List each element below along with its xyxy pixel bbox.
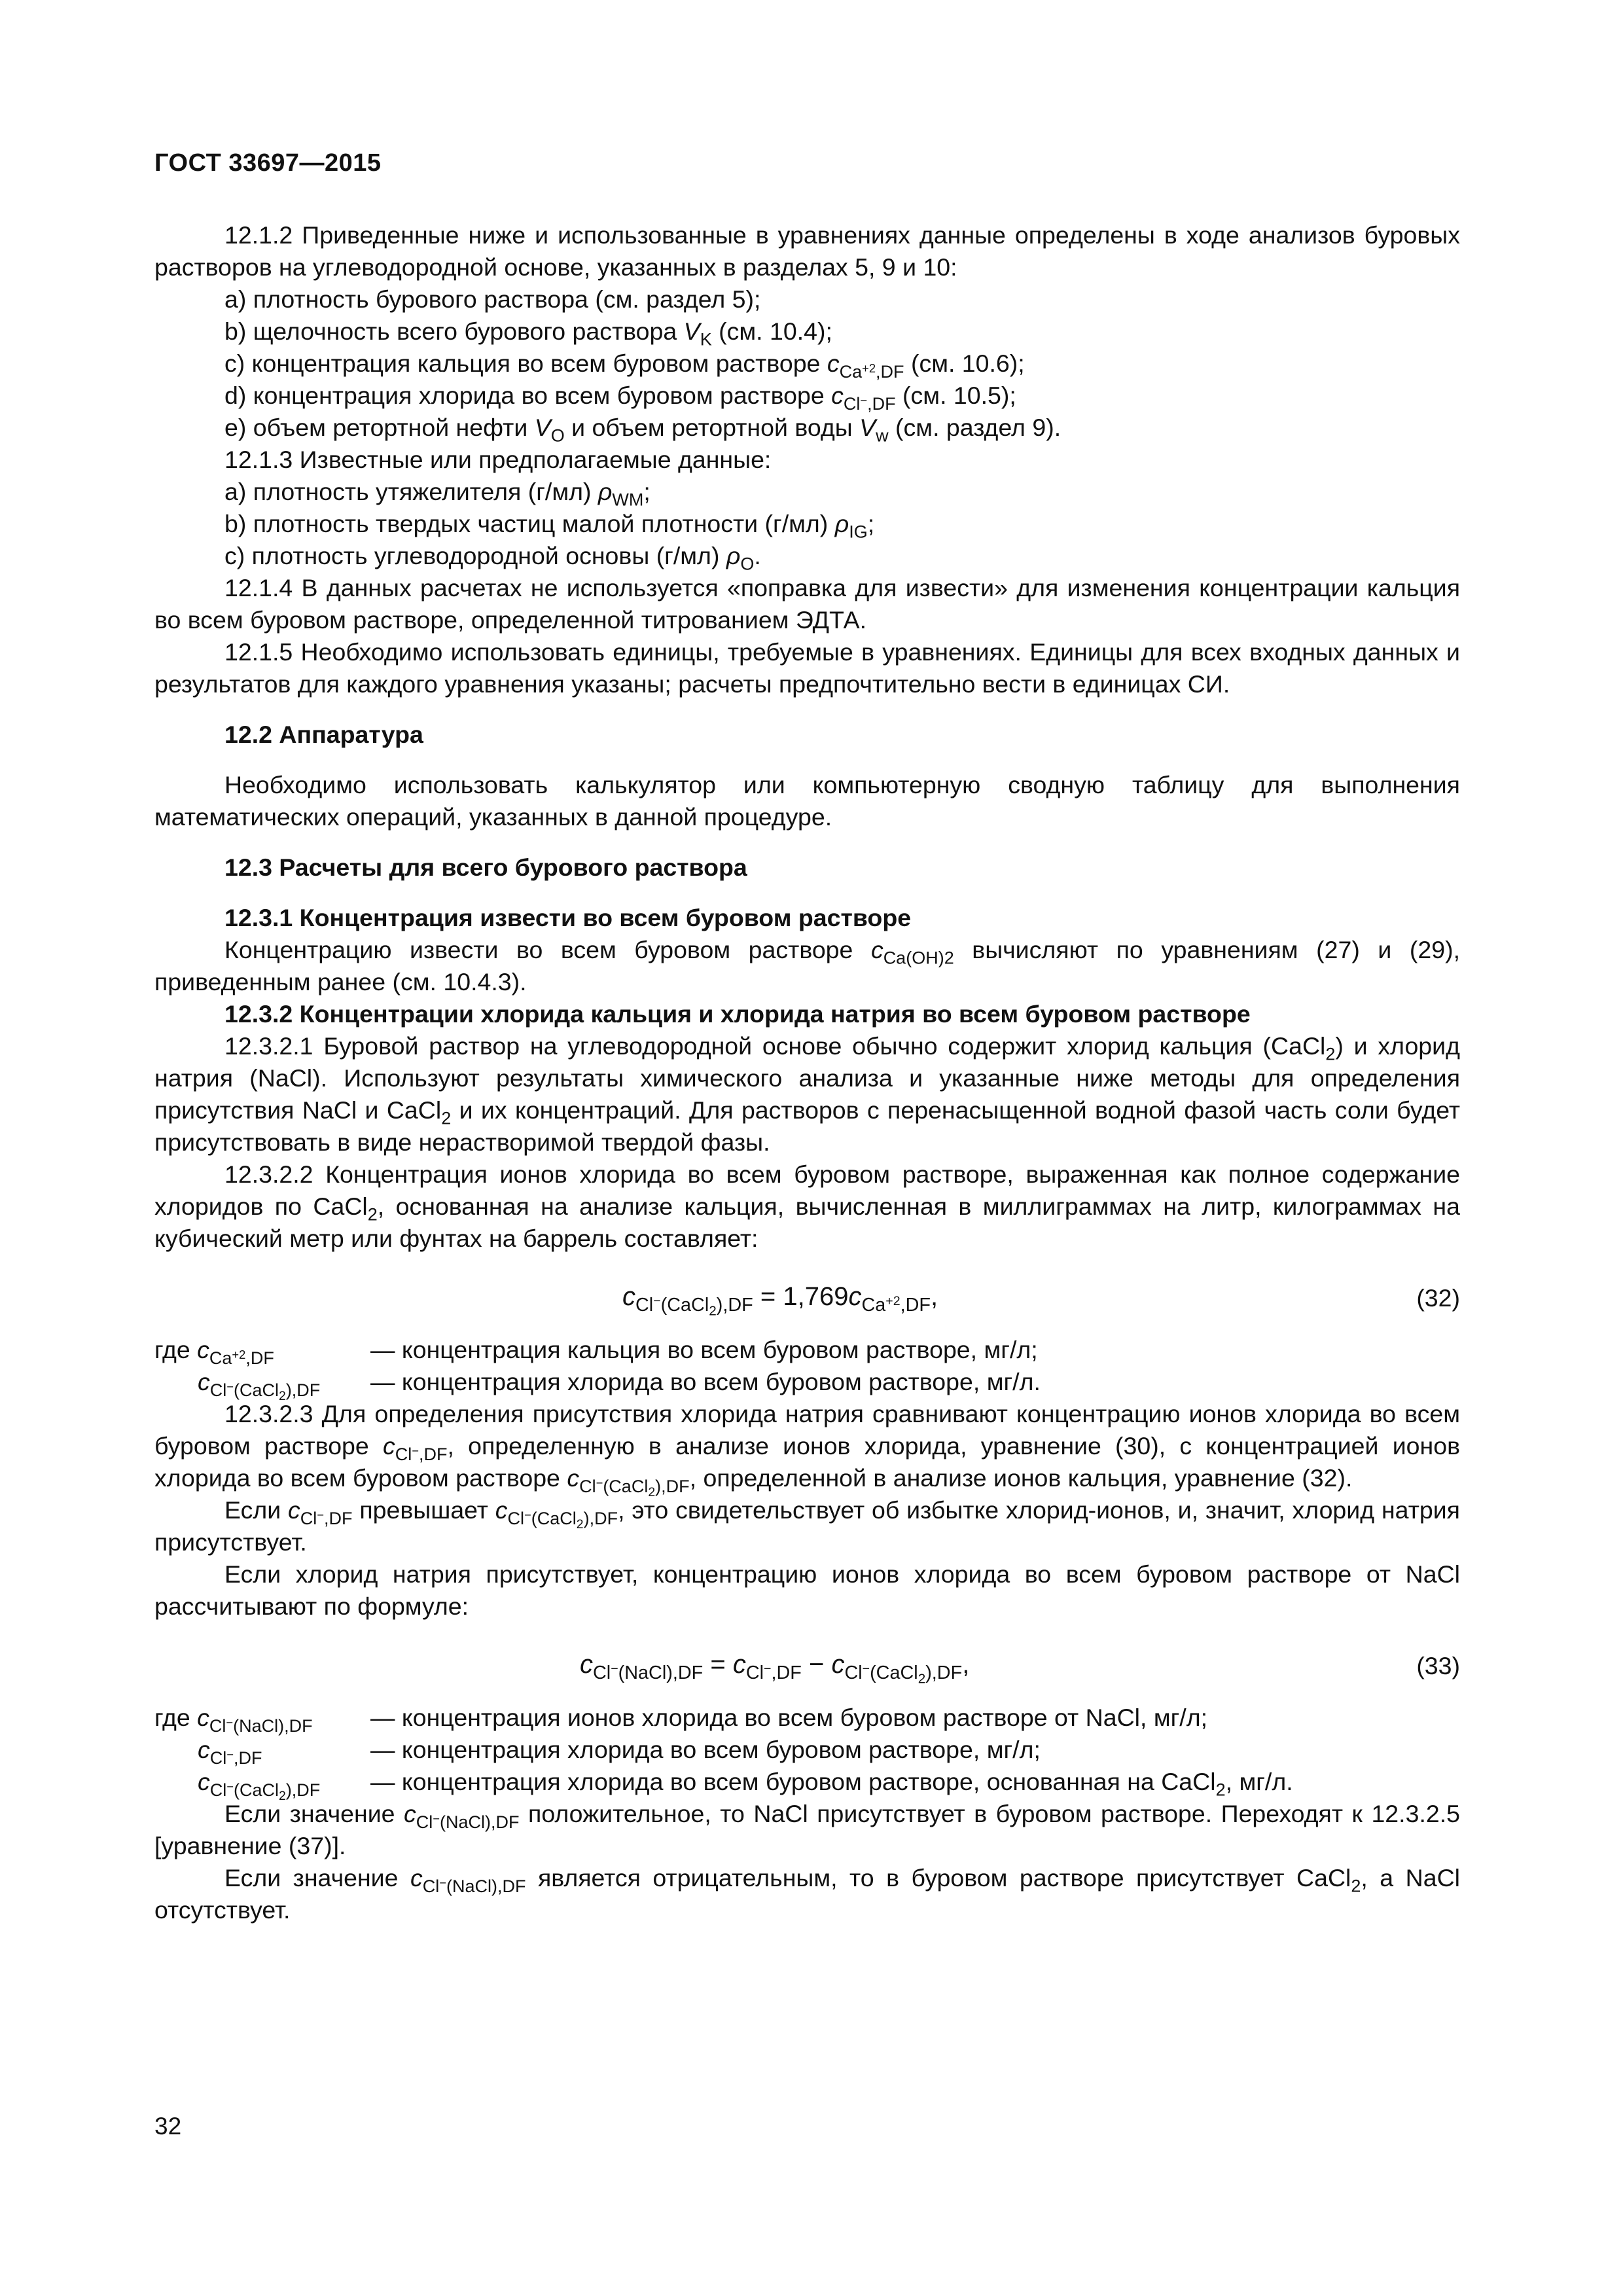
- heading-12-3-1: 12.3.1 Концентрация извести во всем буровом растворе: [224, 904, 912, 931]
- para-12-1-4: 12.1.4 В данных расчетах не используется «поправка для извести» для изменения концентрации кальция во всем буровом растворе, определенной титрованием ЭДТА.: [154, 574, 1460, 634]
- list-item-d: d) концентрация хлорида во всем буровом растворе $c_{Cl^-,DF}$ (см. 10.5);: [224, 382, 1016, 414]
- para-12-2: Необходимо использовать калькулятор или компьютерную сводную таблицу для выполнения математических операций, указанных в данной процедуре.: [154, 771, 1460, 831]
- page-number: 32: [154, 2113, 182, 2140]
- known-item-a: a) плотность утяжелителя (г/мл) $\rho_{WM}$;: [224, 478, 651, 510]
- equation-32-number: (32): [1416, 1284, 1460, 1312]
- para-nacl-present: Если хлорид натрия присутствует, концентрацию ионов хлорида во всем буровом растворе от NaCl рассчитывают по формуле:: [154, 1560, 1460, 1620]
- para-12-3-1: Концентрацию извести во всем буровом растворе $c_{Ca(OH)2}$ вычисляют по уравнениям (27) и (29), приведенным ранее (см. 10.4.3).: [154, 936, 1460, 996]
- para-12-1-5: 12.1.5 Необходимо использовать единицы, требуемые в уравнениях. Единицы для всех входных данных и результатов для каждого уравнения указаны; расчеты предпочтительно вести в единицах СИ.: [154, 638, 1460, 698]
- list-item-c: c) концентрация кальция во всем буровом растворе $c_{Ca^{+2},DF}$ (см. 10.6);: [224, 350, 1025, 382]
- equation-32-formula: $c_{Cl^-(CaCl_2),DF} = 1,769c_{Ca^{+2},DF}$,: [622, 1282, 938, 1319]
- para-12-1-2: 12.1.2 Приведенные ниже и использованные в уравнениях данные определены в ходе анализов буровых растворов на углеводородной основе, указанных в разделах 5, 9 и 10:: [154, 221, 1460, 281]
- equation-33: [154, 1634, 1460, 1696]
- para-if-exceeds: Если $c_{Cl^-,DF}$ превышает $c_{Cl^-(CaCl_2),DF}$, это свидетельствует об избытке хлорид-ионов, и, значит, хлорид натрия присутствует.: [154, 1496, 1460, 1556]
- para-12-3-2-2: 12.3.2.2 Концентрация ионов хлорида во всем буровом растворе, выраженная как полное содержание хлоридов по CaCl$_2$, основанная на анализе кальция, вычисленная в миллиграммах на литр, килограммах на кубический метр или фунтах на баррель составляет:: [154, 1160, 1460, 1252]
- list-item-b: b) щелочность всего бурового раствора $V_K$ (см. 10.4);: [224, 317, 832, 350]
- where-33-row-3: $c_{Cl^-(CaCl_2),DF}$ — концентрация хлорида во всем буровом растворе, основанная на CaCl$_2$, мг/л.: [198, 1768, 1293, 1803]
- equation-32: [154, 1266, 1460, 1329]
- list-item-a: a) плотность бурового раствора (см. раздел 5);: [224, 285, 761, 313]
- known-item-c: c) плотность углеводородной основы (г/мл) $\rho_O$.: [224, 542, 761, 574]
- where-32-row-1: где $c_{Ca^{+2},DF}$ — концентрация кальция во всем буровом растворе, мг/л;: [154, 1336, 1038, 1368]
- heading-12-3-2: 12.3.2 Концентрации хлорида кальция и хлорида натрия во всем буровом растворе: [224, 1000, 1251, 1028]
- where-33-row-2: $c_{Cl^-,DF}$ — концентрация хлорида во всем буровом растворе, мг/л;: [198, 1736, 1041, 1768]
- document-body: [154, 219, 1460, 1926]
- list-item-e: e) объем ретортной нефти $V_O$ и объем ретортной воды $V_w$ (см. раздел 9).: [224, 414, 1061, 446]
- heading-12-2: 12.2 Аппаратура: [224, 721, 423, 748]
- para-12-3-2-1: 12.3.2.1 Буровой раствор на углеводородной основе обычно содержит хлорид кальция (CaCl$_2$) и хлорид натрия (NaCl). Используют результаты химического анализа и указанные ниже методы для определения присутствия NaCl и CaCl$_2$ и их концентраций. Для растворов с перенасыщенной водной фазой часть соли будет присутствовать в виде нерастворимой твердой фазы.: [154, 1032, 1460, 1156]
- heading-12-3: 12.3 Расчеты для всего бурового раствора: [224, 853, 747, 881]
- para-12-1-3: 12.1.3 Известные или предполагаемые данные:: [224, 446, 772, 473]
- para-12-3-2-3: 12.3.2.3 Для определения присутствия хлорида натрия сравнивают концентрацию ионов хлорида во всем буровом растворе $c_{Cl^-,DF}$, определенную в анализе ионов хлорида, уравнение (30), с концентрацией ионов хлорида во всем буровом растворе $c_{Cl^-(CaCl_2),DF}$, определенной в анализе ионов кальция, уравнение (32).: [154, 1400, 1461, 1499]
- para-positive: Если значение $c_{Cl^-(NaCl),DF}$ положительное, то NaCl присутствует в буровом растворе. Переходят к 12.3.2.5 [уравнение (37)].: [154, 1800, 1460, 1859]
- known-item-b: b) плотность твердых частиц малой плотности (г/мл) $\rho_{IG}$;: [224, 510, 875, 542]
- where-33-row-1: где $c_{Cl^-(NaCl),DF}$ — концентрация ионов хлорида во всем буровом растворе от NaCl, мг/л;: [154, 1704, 1207, 1736]
- para-negative: Если значение $c_{Cl^-(NaCl),DF}$ является отрицательным, то в буровом растворе присутствует CaCl$_2$, а NaCl отсутствует.: [154, 1864, 1460, 1924]
- equation-33-number: (33): [1416, 1652, 1460, 1679]
- equation-33-formula: $c_{Cl^-(NaCl),DF} = c_{Cl^-,DF} - c_{Cl^-(CaCl_2),DF}$,: [580, 1650, 970, 1687]
- standard-header: ГОСТ 33697—2015: [154, 149, 382, 177]
- where-32-row-2: $c_{Cl^-(CaCl_2),DF}$ — концентрация хлорида во всем буровом растворе, мг/л.: [198, 1368, 1041, 1403]
